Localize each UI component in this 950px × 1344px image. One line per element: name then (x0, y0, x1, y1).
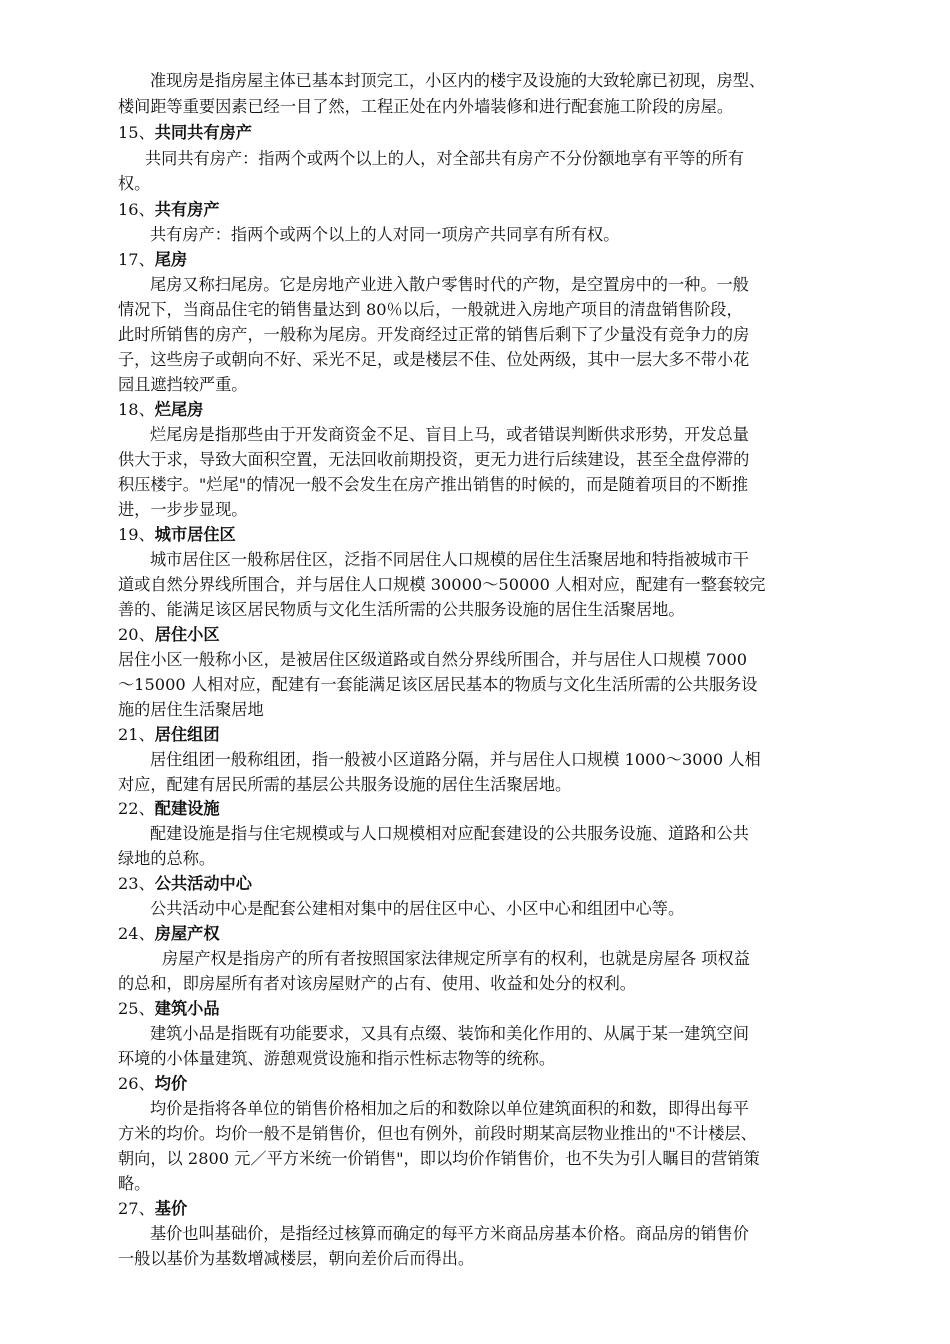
section-title: 房屋产权 (154, 924, 220, 943)
section-number: 18、 (118, 400, 155, 419)
section-title: 居住小区 (154, 625, 220, 644)
paragraph-line: 尾房又称扫尾房。它是房地产业进入散户零售时代的产物，是空置房中的一种。一般 (150, 275, 749, 294)
paragraph-line: 共同共有房产：指两个或两个以上的人，对全部共有房产不分份额地享有平等的所有 (145, 149, 744, 168)
paragraph-line: 积压楼宇。"烂尾"的情况一般不会发生在房产推出销售的时候的，而是随着项目的不断推 (118, 475, 749, 494)
section-heading (118, 872, 252, 896)
paragraph-line: 供大于求，导致大面积空置，无法回收前期投资，更无力进行后续建设，甚至全盘停滞的 (118, 450, 750, 469)
paragraph-line: 基价也叫基础价，是指经过核算而确定的每平方米商品房基本价格。商品房的销售价 (150, 1224, 749, 1243)
section-title: 均价 (154, 1074, 188, 1093)
paragraph-line: 烂尾房是指那些由于开发商资金不足、盲目上马，或者错误判断供求形势，开发总量 (150, 425, 749, 444)
section-title: 基价 (154, 1199, 188, 1218)
paragraph-line: 园且遮挡较严重。 (118, 375, 248, 394)
section-number: 15、 (118, 123, 155, 142)
section-number: 17、 (118, 250, 155, 269)
section-heading (118, 922, 220, 946)
section-heading (118, 248, 187, 272)
paragraph-line: 进，一步步显现。 (118, 500, 248, 519)
paragraph-line: 环境的小体量建筑、游憩观赏设施和指示性标志物等的统称。 (118, 1049, 556, 1068)
paragraph-line: 居住小区一般称小区，是被居住区级道路或自然分界线所围合，并与居住人口规模 7000 (118, 650, 748, 669)
paragraph-line: 一般以基价为基数增减楼层，朝向差价后而得出。 (118, 1249, 475, 1268)
section-heading (118, 723, 220, 747)
section-title: 居住组团 (154, 725, 220, 744)
paragraph-line: 绿地的总称。 (118, 849, 216, 868)
paragraph-line: 配建设施是指与住宅规模或与人口规模相对应配套建设的公共服务设施、道路和公共 (150, 824, 749, 843)
section-heading (118, 1072, 187, 1096)
section-number: 25、 (118, 999, 155, 1018)
section-number: 16、 (118, 200, 155, 219)
section-number: 21、 (118, 725, 155, 744)
paragraph-line: 略。 (118, 1174, 151, 1193)
section-title: 尾房 (154, 250, 188, 269)
paragraph-line: 施的居住生活聚居地 (118, 700, 264, 719)
paragraph-line: 方米的均价。均价一般不是销售价，但也有例外，前段时期某高层物业推出的"不计楼层、 (118, 1124, 757, 1143)
paragraph-line: 善的、能满足该区居民物质与文化生活所需的公共服务设施的居住生活聚居地。 (118, 600, 685, 619)
section-title: 建筑小品 (154, 999, 220, 1018)
paragraph-line: 情况下，当商品住宅的销售量达到 80％以后，一般就进入房地产项目的清盘销售阶段， (118, 300, 743, 319)
paragraph-line: 对应，配建有居民所需的基层公共服务设施的居住生活聚居地。 (118, 775, 572, 794)
paragraph-line: 均价是指将各单位的销售价格相加之后的和数除以单位建筑面积的和数，即得出每平 (150, 1099, 749, 1118)
section-number: 19、 (118, 525, 155, 544)
section-number: 24、 (118, 924, 155, 943)
section-title: 共同共有房产 (154, 123, 252, 142)
section-heading (118, 398, 203, 422)
paragraph-line: 城市居住区一般称居住区，泛指不同居住人口规模的居住生活聚居地和特指被城市干 (150, 550, 749, 569)
section-number: 20、 (118, 625, 155, 644)
paragraph-line: 准现房是指房屋主体已基本封顶完工，小区内的楼宇及设施的大致轮廓已初现，房型、 (150, 71, 766, 90)
section-number: 22、 (118, 799, 155, 818)
paragraph-line: 公共活动中心是配套公建相对集中的居住区中心、小区中心和组团中心等。 (150, 899, 685, 918)
paragraph-line: 朝向，以 2800 元／平方米统一价销售"，即以均价作销售价，也不失为引人瞩目的营销策 (118, 1149, 760, 1168)
section-heading (118, 198, 220, 222)
section-heading (118, 623, 220, 647)
section-title: 共有房产 (154, 200, 220, 219)
paragraph-line: 此时所销售的房产，一般称为尾房。开发商经过正常的销售后剩下了少量没有竞争力的房 (118, 325, 750, 344)
section-heading (118, 1197, 187, 1221)
paragraph-line: 房屋产权是指房产的所有者按照国家法律规定所享有的权利，也就是房屋各 项权益 (162, 949, 750, 968)
section-heading (118, 523, 236, 547)
section-number: 27、 (118, 1199, 155, 1218)
section-heading (118, 121, 252, 145)
paragraph-line: 居住组团一般称组团，指一般被小区道路分隔，并与居住人口规模 1000～3000 人相 (150, 750, 761, 769)
paragraph-line: 子，这些房子或朝向不好、采光不足，或是楼层不佳、位处两级，其中一层大多不带小花 (118, 350, 750, 369)
section-heading (118, 797, 220, 821)
paragraph-line: 楼间距等重要因素已经一目了然，工程正处在内外墙装修和进行配套施工阶段的房屋。 (118, 97, 734, 116)
section-title: 配建设施 (154, 799, 220, 818)
section-heading (118, 997, 220, 1021)
paragraph-line: 权。 (118, 174, 151, 193)
paragraph-line: ～15000 人相对应，配建有一套能满足该区居民基本的物质与文化生活所需的公共服务设 (118, 675, 758, 694)
section-number: 26、 (118, 1074, 155, 1093)
paragraph-line: 共有房产：指两个或两个以上的人对同一项房产共同享有所有权。 (150, 225, 620, 244)
section-title: 公共活动中心 (154, 874, 252, 893)
paragraph-line: 建筑小品是指既有功能要求，又具有点缀、装饰和美化作用的、从属于某一建筑空间 (150, 1024, 749, 1043)
paragraph-line: 的总和，即房屋所有者对该房屋财产的占有、使用、收益和处分的权利。 (118, 974, 636, 993)
section-title: 城市居住区 (154, 525, 236, 544)
section-number: 23、 (118, 874, 155, 893)
section-title: 烂尾房 (154, 400, 204, 419)
paragraph-line: 道或自然分界线所围合，并与居住人口规模 30000～50000 人相对应，配建有一整套较完 (118, 575, 766, 594)
